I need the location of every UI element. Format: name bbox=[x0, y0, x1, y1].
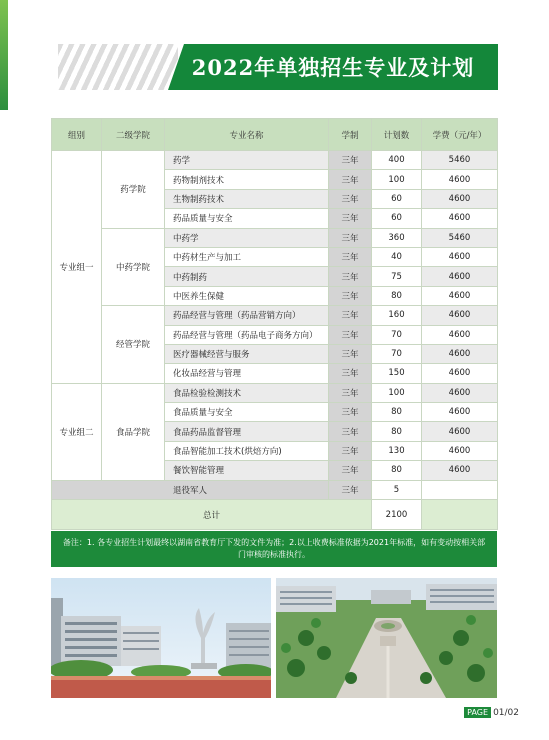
college-cell: 食品学院 bbox=[102, 383, 165, 480]
major-cell: 化妆品经营与管理 bbox=[165, 364, 329, 383]
fee-cell: 4600 bbox=[422, 267, 498, 286]
campus-monument-photo bbox=[51, 578, 271, 698]
header-fee: 学费（元/年） bbox=[422, 119, 498, 151]
edge-accent-strip bbox=[0, 0, 8, 110]
plan-cell: 40 bbox=[372, 247, 422, 266]
plan-cell: 160 bbox=[372, 306, 422, 325]
duration-cell: 三年 bbox=[329, 461, 372, 480]
fee-cell: 4600 bbox=[422, 383, 498, 402]
duration-cell: 三年 bbox=[329, 247, 372, 266]
total-row bbox=[52, 500, 498, 530]
duration-cell: 三年 bbox=[329, 306, 372, 325]
plan-cell: 70 bbox=[372, 344, 422, 363]
plan-cell: 5 bbox=[372, 480, 422, 499]
fee-cell: 4600 bbox=[422, 441, 498, 460]
page-tag: PAGE bbox=[464, 707, 491, 718]
plan-cell: 150 bbox=[372, 364, 422, 383]
page-title: 2022年单独招生专业及计划 bbox=[191, 55, 475, 80]
major-cell: 中药制药 bbox=[165, 267, 329, 286]
header-group: 组别 bbox=[52, 119, 102, 151]
title-stripe-decoration bbox=[58, 44, 178, 90]
fee-cell: 5460 bbox=[422, 151, 498, 170]
group-cell: 专业组二 bbox=[52, 383, 102, 480]
page-number: 01/02 bbox=[493, 707, 519, 718]
group-cell: 专业组一 bbox=[52, 151, 102, 384]
plan-cell: 80 bbox=[372, 286, 422, 305]
header-college: 二级学院 bbox=[102, 119, 165, 151]
fee-cell: 4600 bbox=[422, 364, 498, 383]
major-cell: 食品质量与安全 bbox=[165, 403, 329, 422]
duration-cell: 三年 bbox=[329, 267, 372, 286]
fee-cell: 4600 bbox=[422, 344, 498, 363]
duration-cell: 三年 bbox=[329, 383, 372, 402]
plan-cell: 80 bbox=[372, 422, 422, 441]
note-bar: 备注：1. 各专业招生计划最终以湖南省教育厅下发的文件为准；2.以上收费标准依据为2021年标准，如有变动按相关部门审核的标准执行。 bbox=[51, 531, 497, 567]
plan-cell: 80 bbox=[372, 403, 422, 422]
college-cell: 中药学院 bbox=[102, 228, 165, 306]
plan-cell: 60 bbox=[372, 189, 422, 208]
major-cell: 药品经营与管理（药品电子商务方向） bbox=[165, 325, 329, 344]
duration-cell: 三年 bbox=[329, 209, 372, 228]
college-cell: 药学院 bbox=[102, 151, 165, 229]
major-cell: 药品经营与管理（药品营销方向） bbox=[165, 306, 329, 325]
duration-cell: 三年 bbox=[329, 364, 372, 383]
major-cell: 食品药品监督管理 bbox=[165, 422, 329, 441]
major-cell: 药学 bbox=[165, 151, 329, 170]
fee-cell: 4600 bbox=[422, 461, 498, 480]
college-cell: 经管学院 bbox=[102, 306, 165, 384]
major-cell: 生物制药技术 bbox=[165, 189, 329, 208]
major-cell: 药品质量与安全 bbox=[165, 209, 329, 228]
total-label: 总计 bbox=[52, 500, 372, 530]
duration-cell: 三年 bbox=[329, 403, 372, 422]
plan-cell: 70 bbox=[372, 325, 422, 344]
duration-cell: 三年 bbox=[329, 228, 372, 247]
fee-cell: 4600 bbox=[422, 209, 498, 228]
header-major: 专业名称 bbox=[165, 119, 329, 151]
major-cell: 中药学 bbox=[165, 228, 329, 247]
veteran-label: 退役军人 bbox=[52, 480, 329, 499]
enrollment-plan-table bbox=[51, 118, 498, 530]
major-cell: 餐饮智能管理 bbox=[165, 461, 329, 480]
plan-cell: 130 bbox=[372, 441, 422, 460]
duration-cell: 三年 bbox=[329, 325, 372, 344]
plan-cell: 360 bbox=[372, 228, 422, 247]
table-row bbox=[52, 383, 498, 402]
campus-aerial-photo bbox=[276, 578, 497, 698]
table-row bbox=[52, 151, 498, 170]
duration-cell: 三年 bbox=[329, 422, 372, 441]
fee-cell: 4600 bbox=[422, 170, 498, 189]
major-cell: 中医养生保健 bbox=[165, 286, 329, 305]
fee-cell bbox=[422, 500, 498, 530]
fee-cell: 5460 bbox=[422, 228, 498, 247]
plan-cell: 400 bbox=[372, 151, 422, 170]
major-cell: 医疗器械经营与服务 bbox=[165, 344, 329, 363]
major-cell: 食品检验检测技术 bbox=[165, 383, 329, 402]
plan-cell: 100 bbox=[372, 383, 422, 402]
table-row bbox=[52, 306, 498, 325]
fee-cell: 4600 bbox=[422, 422, 498, 441]
fee-cell: 4600 bbox=[422, 189, 498, 208]
major-cell: 食品智能加工技术(烘焙方向) bbox=[165, 441, 329, 460]
major-cell: 药物制剂技术 bbox=[165, 170, 329, 189]
veteran-row bbox=[52, 480, 498, 499]
major-cell: 中药材生产与加工 bbox=[165, 247, 329, 266]
header-duration: 学制 bbox=[329, 119, 372, 151]
fee-cell bbox=[422, 480, 498, 499]
fee-cell: 4600 bbox=[422, 286, 498, 305]
duration-cell: 三年 bbox=[329, 189, 372, 208]
duration-cell: 三年 bbox=[329, 286, 372, 305]
plan-cell: 100 bbox=[372, 170, 422, 189]
duration-cell: 三年 bbox=[329, 170, 372, 189]
fee-cell: 4600 bbox=[422, 306, 498, 325]
header-plan: 计划数 bbox=[372, 119, 422, 151]
plan-cell: 60 bbox=[372, 209, 422, 228]
duration-cell: 三年 bbox=[329, 344, 372, 363]
table-header-row bbox=[52, 119, 498, 151]
duration-cell: 三年 bbox=[329, 151, 372, 170]
table-row bbox=[52, 228, 498, 247]
fee-cell: 4600 bbox=[422, 325, 498, 344]
total-plan-cell: 2100 bbox=[372, 500, 422, 530]
duration-cell: 三年 bbox=[329, 480, 372, 499]
duration-cell: 三年 bbox=[329, 441, 372, 460]
plan-cell: 75 bbox=[372, 267, 422, 286]
fee-cell: 4600 bbox=[422, 403, 498, 422]
plan-cell: 80 bbox=[372, 461, 422, 480]
page-footer bbox=[464, 707, 519, 718]
fee-cell: 4600 bbox=[422, 247, 498, 266]
